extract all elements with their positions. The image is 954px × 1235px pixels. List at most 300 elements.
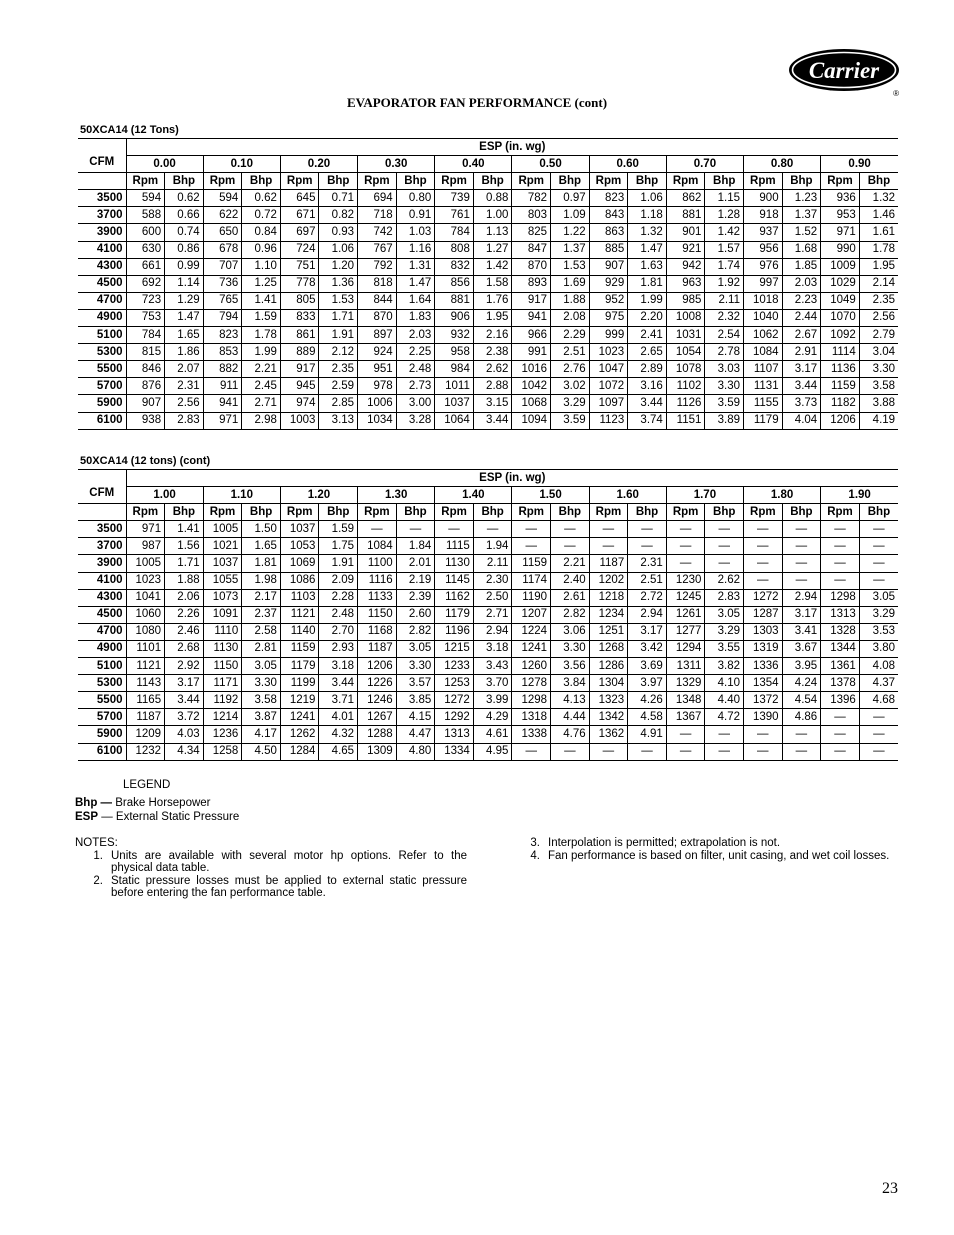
rpm-cell: 843 <box>589 207 628 224</box>
bhp-cell: 3.44 <box>782 378 821 395</box>
bhp-cell: 2.61 <box>551 589 590 606</box>
rpm-header: Rpm <box>589 504 628 521</box>
bhp-cell: 1.14 <box>165 275 204 292</box>
rpm-cell: 1005 <box>203 521 242 538</box>
rpm-cell: — <box>821 709 860 726</box>
bhp-cell: 0.96 <box>242 241 281 258</box>
bhp-cell: 0.66 <box>165 207 204 224</box>
rpm-cell: 1311 <box>666 658 705 675</box>
fan-table-2 <box>78 454 898 761</box>
table-row <box>78 709 898 726</box>
bhp-cell: 4.86 <box>782 709 821 726</box>
rpm-cell: 1258 <box>203 743 242 760</box>
rpm-cell: 1334 <box>435 743 474 760</box>
bhp-cell: 3.05 <box>242 658 281 675</box>
blank-header <box>78 173 126 190</box>
bhp-cell: 1.42 <box>705 224 744 241</box>
bhp-header: Bhp <box>165 504 204 521</box>
rpm-cell: 844 <box>358 292 397 309</box>
rpm-cell: 1114 <box>821 344 860 361</box>
bhp-header: Bhp <box>396 504 435 521</box>
bhp-cell: — <box>705 538 744 555</box>
bhp-cell: 2.62 <box>473 361 512 378</box>
rpm-header: Rpm <box>358 173 397 190</box>
rpm-cell: 999 <box>589 327 628 344</box>
bhp-cell: 3.80 <box>859 640 898 657</box>
rpm-cell: 889 <box>280 344 319 361</box>
rpm-cell: 1348 <box>666 692 705 709</box>
rpm-cell: 1068 <box>512 395 551 412</box>
bhp-cell: 1.47 <box>396 275 435 292</box>
bhp-cell: 1.36 <box>319 275 358 292</box>
table-row <box>78 378 898 395</box>
rpm-cell: 1286 <box>589 658 628 675</box>
bhp-cell: — <box>782 555 821 572</box>
bhp-cell: — <box>551 538 590 555</box>
bhp-cell: 4.50 <box>242 743 281 760</box>
cfm-cell: 3900 <box>78 555 126 572</box>
table-row <box>78 692 898 709</box>
bhp-cell: 1.09 <box>551 207 590 224</box>
rpm-cell: 671 <box>280 207 319 224</box>
bhp-cell: 3.30 <box>705 378 744 395</box>
rpm-cell: 1215 <box>435 640 474 657</box>
rpm-cell: — <box>589 521 628 538</box>
rpm-cell: 1029 <box>821 275 860 292</box>
bhp-cell: 2.31 <box>628 555 667 572</box>
rpm-cell: 907 <box>589 258 628 275</box>
bhp-cell: 2.82 <box>396 623 435 640</box>
rpm-cell: 1023 <box>126 572 165 589</box>
rpm-cell: 718 <box>358 207 397 224</box>
rpm-cell: 937 <box>744 224 783 241</box>
rpm-cell: — <box>744 726 783 743</box>
rpm-cell: 1097 <box>589 395 628 412</box>
bhp-cell: 4.37 <box>859 675 898 692</box>
rpm-cell: 1150 <box>358 606 397 623</box>
bhp-cell: 3.17 <box>165 675 204 692</box>
bhp-cell: 1.42 <box>473 258 512 275</box>
rpm-cell: 1336 <box>744 658 783 675</box>
rpm-cell: 815 <box>126 344 165 361</box>
table-caption: 50XCA14 (12 Tons) <box>78 123 898 139</box>
esp-value-header: 1.40 <box>435 487 512 504</box>
bhp-cell: 4.58 <box>628 709 667 726</box>
bhp-cell: 2.35 <box>859 292 898 309</box>
bhp-header: Bhp <box>628 173 667 190</box>
rpm-cell: 1008 <box>666 309 705 326</box>
rpm-cell: 1042 <box>512 378 551 395</box>
bhp-cell: 3.95 <box>782 658 821 675</box>
table-row <box>78 327 898 344</box>
bhp-cell: 2.51 <box>551 344 590 361</box>
bhp-cell: 1.81 <box>628 275 667 292</box>
bhp-cell: — <box>628 538 667 555</box>
rpm-cell: 1207 <box>512 606 551 623</box>
rpm-cell: 694 <box>358 190 397 207</box>
table-row <box>78 361 898 378</box>
table-row <box>78 555 898 572</box>
rpm-cell: 661 <box>126 258 165 275</box>
bhp-cell: 2.89 <box>628 361 667 378</box>
cfm-cell: 5300 <box>78 344 126 361</box>
bhp-cell: 1.47 <box>628 241 667 258</box>
rpm-cell: 924 <box>358 344 397 361</box>
rpm-cell: 1047 <box>589 361 628 378</box>
rpm-cell: 863 <box>589 224 628 241</box>
bhp-cell: 3.59 <box>705 395 744 412</box>
bhp-cell: 3.58 <box>242 692 281 709</box>
bhp-cell: 1.99 <box>242 344 281 361</box>
bhp-cell: 3.67 <box>782 640 821 657</box>
rpm-cell: 847 <box>512 241 551 258</box>
bhp-cell: 2.07 <box>165 361 204 378</box>
bhp-cell: — <box>473 521 512 538</box>
rpm-cell: — <box>512 521 551 538</box>
rpm-cell: 1287 <box>744 606 783 623</box>
bhp-cell: 1.99 <box>628 292 667 309</box>
bhp-cell: 4.32 <box>319 726 358 743</box>
rpm-cell: 1329 <box>666 675 705 692</box>
rpm-cell: 622 <box>203 207 242 224</box>
bhp-cell: 3.18 <box>319 658 358 675</box>
bhp-cell: 2.94 <box>628 606 667 623</box>
rpm-cell: 1011 <box>435 378 474 395</box>
rpm-header: Rpm <box>821 173 860 190</box>
esp-value-header: 0.60 <box>589 156 666 173</box>
rpm-cell: — <box>821 726 860 743</box>
rpm-cell: 832 <box>435 258 474 275</box>
esp-value-header: 0.70 <box>666 156 743 173</box>
esp-value-header: 0.30 <box>358 156 435 173</box>
bhp-cell: 1.52 <box>782 224 821 241</box>
bhp-cell: — <box>705 726 744 743</box>
bhp-cell: 1.98 <box>242 572 281 589</box>
rpm-cell: 953 <box>821 207 860 224</box>
rpm-cell: 938 <box>126 412 165 429</box>
bhp-cell: 2.11 <box>473 555 512 572</box>
rpm-cell: 594 <box>203 190 242 207</box>
cfm-cell: 5700 <box>78 709 126 726</box>
cfm-header: CFM <box>78 139 126 173</box>
cfm-cell: 5900 <box>78 395 126 412</box>
rpm-cell: 1055 <box>203 572 242 589</box>
table-row <box>78 521 898 538</box>
rpm-cell: 929 <box>589 275 628 292</box>
cfm-cell: 4300 <box>78 258 126 275</box>
bhp-cell: — <box>705 555 744 572</box>
bhp-cell: 1.71 <box>165 555 204 572</box>
bhp-cell: 2.38 <box>473 344 512 361</box>
esp-value-header: 0.80 <box>744 156 821 173</box>
rpm-cell: 1151 <box>666 412 705 429</box>
rpm-cell: 784 <box>126 327 165 344</box>
note-2: 2. Static pressure losses must be applied to external static pressure before entering the fan performance table. <box>93 874 467 899</box>
bhp-header: Bhp <box>165 173 204 190</box>
bhp-cell: 4.04 <box>782 412 821 429</box>
esp-value-header: 0.20 <box>280 156 357 173</box>
bhp-cell: 4.72 <box>705 709 744 726</box>
rpm-cell: 1140 <box>280 623 319 640</box>
bhp-cell: 2.82 <box>551 606 590 623</box>
bhp-cell: 2.54 <box>705 327 744 344</box>
bhp-cell: 1.94 <box>473 538 512 555</box>
rpm-cell: 782 <box>512 190 551 207</box>
rpm-cell: 958 <box>435 344 474 361</box>
table-row <box>78 190 898 207</box>
esp-value-header: 1.00 <box>126 487 203 504</box>
rpm-cell: 1018 <box>744 292 783 309</box>
cfm-cell: 5300 <box>78 675 126 692</box>
bhp-cell: 2.03 <box>782 275 821 292</box>
rpm-cell: 942 <box>666 258 705 275</box>
rpm-header: Rpm <box>435 504 474 521</box>
bhp-cell: 3.02 <box>551 378 590 395</box>
bhp-cell: 1.16 <box>396 241 435 258</box>
rpm-cell: 1309 <box>358 743 397 760</box>
rpm-cell: 1086 <box>280 572 319 589</box>
table-row <box>78 606 898 623</box>
table-row <box>78 207 898 224</box>
rpm-cell: 1060 <box>126 606 165 623</box>
rpm-cell: 1294 <box>666 640 705 657</box>
rpm-cell: 975 <box>589 309 628 326</box>
bhp-cell: 1.75 <box>319 538 358 555</box>
bhp-cell: 2.21 <box>551 555 590 572</box>
rpm-cell: 739 <box>435 190 474 207</box>
bhp-cell: 0.72 <box>242 207 281 224</box>
bhp-cell: 4.65 <box>319 743 358 760</box>
bhp-cell: 1.64 <box>396 292 435 309</box>
bhp-header: Bhp <box>551 504 590 521</box>
rpm-header: Rpm <box>280 504 319 521</box>
bhp-cell: 1.27 <box>473 241 512 258</box>
rpm-cell: 1313 <box>821 606 860 623</box>
bhp-cell: 1.74 <box>705 258 744 275</box>
rpm-cell: — <box>821 743 860 760</box>
rpm-cell: 1155 <box>744 395 783 412</box>
rpm-cell: 1267 <box>358 709 397 726</box>
rpm-cell: 1226 <box>358 675 397 692</box>
rpm-cell: 911 <box>203 378 242 395</box>
bhp-cell: 4.95 <box>473 743 512 760</box>
rpm-cell: — <box>666 521 705 538</box>
rpm-cell: 1232 <box>126 743 165 760</box>
rpm-cell: 897 <box>358 327 397 344</box>
rpm-cell: 1040 <box>744 309 783 326</box>
bhp-cell: 1.37 <box>782 207 821 224</box>
rpm-cell: 952 <box>589 292 628 309</box>
rpm-cell: 1224 <box>512 623 551 640</box>
bhp-cell: 1.25 <box>242 275 281 292</box>
rpm-cell: — <box>666 555 705 572</box>
bhp-cell: 1.00 <box>473 207 512 224</box>
rpm-cell: 917 <box>280 361 319 378</box>
cfm-header: CFM <box>78 470 126 504</box>
bhp-cell: 2.93 <box>319 640 358 657</box>
bhp-cell: 4.15 <box>396 709 435 726</box>
bhp-cell: 3.05 <box>859 589 898 606</box>
bhp-cell: 2.19 <box>396 572 435 589</box>
table-row <box>78 572 898 589</box>
bhp-cell: 0.84 <box>242 224 281 241</box>
rpm-cell: 1292 <box>435 709 474 726</box>
bhp-cell: 2.62 <box>705 572 744 589</box>
bhp-header: Bhp <box>319 173 358 190</box>
bhp-cell: 3.29 <box>859 606 898 623</box>
bhp-cell: 2.88 <box>473 378 512 395</box>
rpm-cell: 932 <box>435 327 474 344</box>
rpm-cell: — <box>666 726 705 743</box>
bhp-cell: 3.41 <box>782 623 821 640</box>
rpm-cell: 1209 <box>126 726 165 743</box>
rpm-cell: 1174 <box>512 572 551 589</box>
bhp-cell: 1.50 <box>242 521 281 538</box>
rpm-cell: 1041 <box>126 589 165 606</box>
bhp-cell: 1.91 <box>319 327 358 344</box>
rpm-cell: 1130 <box>435 555 474 572</box>
table-row <box>78 726 898 743</box>
rpm-cell: 1318 <box>512 709 551 726</box>
cfm-cell: 4100 <box>78 572 126 589</box>
rpm-cell: 991 <box>512 344 551 361</box>
bhp-header: Bhp <box>551 173 590 190</box>
bhp-cell: 4.29 <box>473 709 512 726</box>
bhp-cell: 4.61 <box>473 726 512 743</box>
rpm-header: Rpm <box>666 504 705 521</box>
bhp-header: Bhp <box>396 173 435 190</box>
logo-wordmark: Carrier <box>808 58 880 83</box>
table-row <box>78 743 898 760</box>
bhp-cell: 1.65 <box>242 538 281 555</box>
bhp-cell: 3.44 <box>473 412 512 429</box>
rpm-cell: 1206 <box>358 658 397 675</box>
bhp-header: Bhp <box>242 504 281 521</box>
bhp-cell: 2.60 <box>396 606 435 623</box>
bhp-cell: 3.55 <box>705 640 744 657</box>
bhp-cell: 2.71 <box>242 395 281 412</box>
rpm-cell: 1236 <box>203 726 242 743</box>
rpm-cell: 588 <box>126 207 165 224</box>
bhp-cell: 2.35 <box>319 361 358 378</box>
bhp-cell: 1.76 <box>473 292 512 309</box>
rpm-cell: 1187 <box>589 555 628 572</box>
rpm-header: Rpm <box>821 504 860 521</box>
rpm-cell: 945 <box>280 378 319 395</box>
rpm-cell: 1202 <box>589 572 628 589</box>
rpm-cell: 1354 <box>744 675 783 692</box>
registered-mark: ® <box>893 89 899 98</box>
bhp-cell: 1.83 <box>396 309 435 326</box>
rpm-cell: 1072 <box>589 378 628 395</box>
rpm-cell: 1390 <box>744 709 783 726</box>
esp-value-header: 0.90 <box>821 156 898 173</box>
bhp-header: Bhp <box>859 504 898 521</box>
bhp-cell: 3.17 <box>782 606 821 623</box>
bhp-cell: 4.47 <box>396 726 435 743</box>
bhp-cell: 3.97 <box>628 675 667 692</box>
bhp-cell: 2.21 <box>242 361 281 378</box>
bhp-cell: 2.51 <box>628 572 667 589</box>
bhp-cell: 1.78 <box>859 241 898 258</box>
rpm-cell: 1145 <box>435 572 474 589</box>
bhp-cell: 0.97 <box>551 190 590 207</box>
rpm-cell: 1049 <box>821 292 860 309</box>
bhp-cell: 2.72 <box>628 589 667 606</box>
bhp-cell: 3.70 <box>473 675 512 692</box>
rpm-header: Rpm <box>126 173 165 190</box>
bhp-cell: 1.46 <box>859 207 898 224</box>
rpm-cell: 856 <box>435 275 474 292</box>
rpm-cell: 1313 <box>435 726 474 743</box>
rpm-cell: 794 <box>203 309 242 326</box>
bhp-cell: 4.10 <box>705 675 744 692</box>
rpm-cell: 1136 <box>821 361 860 378</box>
rpm-cell: 1253 <box>435 675 474 692</box>
bhp-cell: 3.17 <box>628 623 667 640</box>
table-row <box>78 640 898 657</box>
bhp-cell: 4.34 <box>165 743 204 760</box>
bhp-cell: 2.17 <box>242 589 281 606</box>
rpm-cell: 1179 <box>435 606 474 623</box>
rpm-cell: 1241 <box>280 709 319 726</box>
bhp-cell: 2.14 <box>859 275 898 292</box>
bhp-cell: 2.09 <box>319 572 358 589</box>
rpm-cell: 861 <box>280 327 319 344</box>
note-1: 1. Units are available with several motor hp options. Refer to the physical data table. <box>93 849 467 874</box>
bhp-cell: — <box>551 521 590 538</box>
rpm-cell: 1107 <box>744 361 783 378</box>
rpm-cell: 900 <box>744 190 783 207</box>
rpm-cell: — <box>744 572 783 589</box>
bhp-cell: 4.80 <box>396 743 435 760</box>
bhp-cell: 2.25 <box>396 344 435 361</box>
rpm-header: Rpm <box>666 173 705 190</box>
rpm-cell: 978 <box>358 378 397 395</box>
rpm-cell: 1034 <box>358 412 397 429</box>
rpm-cell: — <box>589 538 628 555</box>
rpm-cell: 1150 <box>203 658 242 675</box>
bhp-cell: 2.03 <box>396 327 435 344</box>
bhp-cell: — <box>705 743 744 760</box>
bhp-header: Bhp <box>473 173 512 190</box>
bhp-cell: 2.83 <box>705 589 744 606</box>
rpm-cell: 941 <box>203 395 242 412</box>
rpm-cell: 1162 <box>435 589 474 606</box>
rpm-cell: 1078 <box>666 361 705 378</box>
rpm-cell: 1159 <box>280 640 319 657</box>
table-row <box>78 292 898 309</box>
bhp-cell: 4.44 <box>551 709 590 726</box>
rpm-cell: 761 <box>435 207 474 224</box>
rpm-cell: 1115 <box>435 538 474 555</box>
table-row <box>78 538 898 555</box>
table-row <box>78 241 898 258</box>
rpm-cell: 723 <box>126 292 165 309</box>
rpm-header: Rpm <box>203 173 242 190</box>
bhp-cell: — <box>705 521 744 538</box>
rpm-cell: 907 <box>126 395 165 412</box>
bhp-cell: 3.56 <box>551 658 590 675</box>
rpm-cell: 1241 <box>512 640 551 657</box>
rpm-header: Rpm <box>358 504 397 521</box>
bhp-cell: — <box>782 572 821 589</box>
bhp-cell: 4.13 <box>551 692 590 709</box>
bhp-header: Bhp <box>705 504 744 521</box>
legend-item-esp: ESP — External Static Pressure <box>75 811 240 823</box>
note-4: 4. Fan performance is based on filter, unit casing, and wet coil losses. <box>530 849 890 862</box>
bhp-cell: 1.31 <box>396 258 435 275</box>
